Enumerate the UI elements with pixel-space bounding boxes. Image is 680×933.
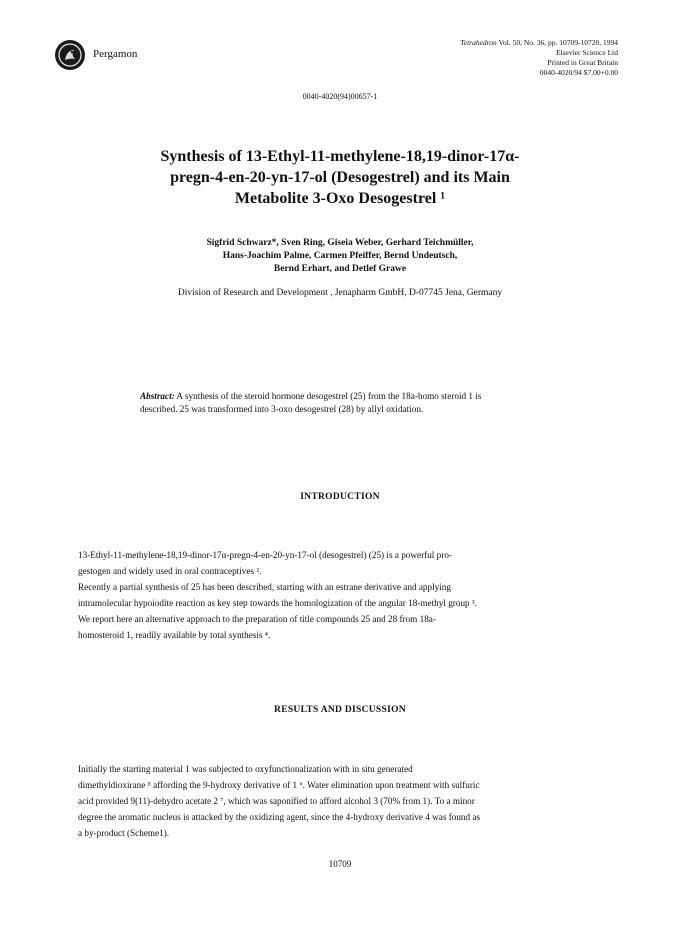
text-line: Recently a partial synthesis of 25 has been described, starting with an estrane derivative and applying: [78, 582, 451, 592]
journal-citation-line1: [460, 38, 618, 48]
text-line: intramolecular hypoiodite reaction as key step towards the homologization of the angular 18-methyl group ³.: [78, 598, 477, 608]
text-line: acid provided 9(11)-dehydro acetate 2 ⁷, which was saponified to afford alcohol 3 (70% from 1). To a minor: [78, 796, 475, 806]
title-line: Metabolite 3-Oxo Desogestrel ¹: [234, 190, 446, 207]
affiliation: Division of Research and Development , Jenapharm GmbH, D-07745 Jena, Germany: [177, 288, 503, 298]
journal-price: 0040-4020/94 $7.00+0.00: [539, 68, 618, 77]
results-paragraph: [78, 761, 601, 841]
introduction-paragraph: [78, 547, 601, 643]
page-number: 10709: [328, 859, 352, 869]
journal-volume: Vol. 50, No. 36, pp. 10709-10720, 1994: [496, 38, 618, 47]
author-list: [100, 237, 580, 276]
abstract-label: Abstract:: [140, 391, 175, 401]
text-line: Initially the starting material 1 was subjected to oxyfunctionalization with in situ generated: [78, 764, 413, 774]
text-line: gestogen and widely used in oral contraceptives ².: [78, 566, 262, 576]
abstract-line: [140, 390, 560, 403]
section-heading-introduction: INTRODUCTION: [300, 492, 380, 502]
doi: 0040-4020(94)00657-1: [302, 92, 378, 101]
text-line: degree the aromatic nucleus is attacked by the oxidizing agent, since the 4-hydroxy derivative 4 was found as: [78, 812, 481, 822]
text-line: 13-Ethyl-11-methylene-18,19-dinor-17α-pregn-4-en-20-yn-17-ol (desogestrel) (25) is a powerful pro-: [78, 550, 452, 560]
abstract-line: described. 25 was transformed into 3-oxo desogestrel (28) by allyl oxidation.: [140, 404, 424, 414]
pergamon-logo-icon: [55, 40, 85, 70]
publisher-name: Pergamon: [93, 48, 138, 60]
abstract-text: A synthesis of the steroid hormone desogestrel (25) from the 18a-homo steroid 1 is: [174, 391, 482, 401]
author-line: Bernd Erhart, and Detlef Grawe: [273, 264, 407, 274]
journal-printed: Printed in Great Britain: [547, 58, 618, 67]
text-line: dimethyldioxirane ⁵ affording the 9-hydroxy derivative of 1 ⁶. Water elimination upon treatment with sulfuric: [78, 780, 480, 790]
text-line: homosteroid 1, readily available by total synthesis ⁴.: [78, 630, 271, 640]
text-line: We report here an alternative approach to the preparation of title compounds 25 and 28 from 18a-: [78, 614, 436, 624]
title-line: pregn-4-en-20-yn-17-ol (Desogestrel) and its Main: [170, 169, 510, 186]
journal-publisher: Elsevier Science Ltd: [555, 48, 618, 57]
text-line: a by-product (Scheme1).: [78, 828, 170, 838]
abstract: [140, 390, 560, 416]
section-heading-results: RESULTS AND DISCUSSION: [274, 705, 406, 715]
logo-emblem: [57, 42, 83, 68]
author-line: Sigfrid Schwarz*, Sven Ring, Giseia Weber, Gerhard Teichmüller,: [206, 238, 474, 248]
journal-name: Tetrahedron: [460, 38, 497, 47]
author-line: Hans-Joachim Palme, Carmen Pfeiffer, Bernd Undeutsch,: [222, 251, 458, 261]
title-line: Synthesis of 13-Ethyl-11-methylene-18,19-dinor-17α-: [160, 148, 520, 165]
paper-title: [120, 146, 560, 209]
journal-citation: [460, 38, 618, 78]
